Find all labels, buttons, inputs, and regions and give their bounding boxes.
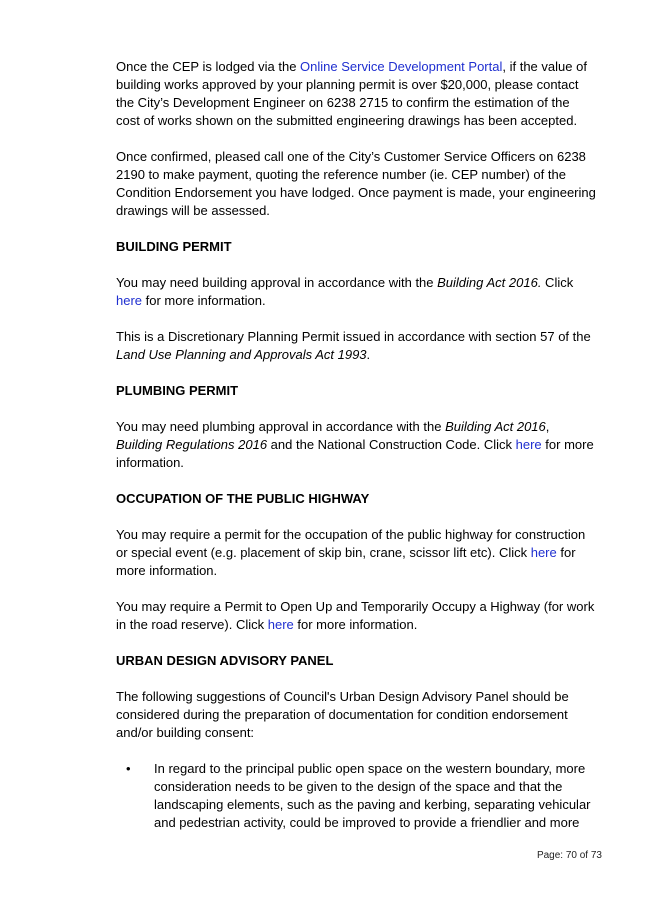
separator-text: , (545, 419, 550, 434)
cep-text-end: , if the value of building works approved by your planning permit is over $20,000, please contact the City’s Development Engineer on 6238 2715 to confirm the estimation of the cost of works shown on the submitted engineering drawings has been accepted. (116, 59, 587, 128)
more-info-text: for more information. (293, 617, 418, 632)
cep-text-start: Once the CEP is lodged via the (116, 59, 301, 74)
period-text: . (366, 347, 371, 362)
more-info-text: for more information. (116, 437, 594, 470)
open-up-highway-text: You may require a Permit to Open Up and Temporarily Occupy a Highway (for work in the road reserve). Click (116, 599, 595, 632)
building-act-title: Building Act 2016. (437, 275, 542, 290)
discretionary-permit-text: This is a Discretionary Planning Permit issued in accordance with section 57 of the (116, 329, 591, 344)
click-text: Click (541, 275, 574, 290)
plumbing-permit-text: You may need plumbing approval in accordance with the (116, 419, 446, 434)
building-regulations-title: Building Regulations 2016 (116, 437, 268, 452)
plumbing-permit-paragraph (116, 418, 596, 472)
online-service-development-portal-link[interactable]: Online Service Development Portal (300, 59, 503, 74)
building-act-title: Building Act 2016 (445, 419, 546, 434)
plumbing-permit-heading: PLUMBING PERMIT (116, 383, 239, 398)
open-up-highway-paragraph (116, 598, 596, 634)
highway-occupation-paragraph (116, 526, 596, 580)
building-permit-here-link[interactable]: here (116, 293, 143, 308)
building-permit-text: You may need building approval in accordance with the (116, 275, 438, 290)
highway-occupation-text: You may require a permit for the occupation of the public highway for construction or special event (e.g. placement of skip bin, crane, scissor lift etc). Click (116, 527, 586, 560)
building-permit-paragraph (116, 274, 596, 310)
ncc-text: and the National Construction Code. Click (267, 437, 516, 452)
urban-design-heading: URBAN DESIGN ADVISORY PANEL (116, 653, 334, 668)
highway-occupation-here-link[interactable]: here (530, 545, 557, 560)
page-number: Page: 70 of 73 (536, 850, 602, 861)
open-up-highway-here-link[interactable]: here (267, 617, 294, 632)
plumbing-permit-here-link[interactable]: here (515, 437, 542, 452)
discretionary-permit-paragraph (116, 328, 596, 364)
urban-design-intro: The following suggestions of Council's Urban Design Advisory Panel should be considered during the preparation of documentation for condition endorsement and/or building consent: (116, 689, 569, 740)
building-permit-heading: BUILDING PERMIT (116, 239, 232, 254)
cep-paragraph (116, 58, 596, 130)
more-info-text: for more information. (116, 545, 576, 578)
bullet-text: In regard to the principal public open space on the western boundary, more consideration needs to be given to the design of the space and that the landscaping elements, such as the paving and kerbing, separating vehicular and pedestrian activity, could be improved to provide a friendlier and more (154, 761, 591, 830)
bullet-icon: • (126, 761, 131, 776)
page-content (116, 58, 596, 850)
payment-paragraph: Once confirmed, pleased call one of the City’s Customer Service Officers on 6238 2190 to make payment, quoting the reference number (ie. CEP number) of the Condition Endorsement you have lodged. Once payment is made, your engineering drawings will be assessed. (116, 149, 596, 218)
list-item (116, 760, 596, 832)
lupaa-act-title: Land Use Planning and Approvals Act 1993 (116, 347, 367, 362)
more-info-text: for more information. (142, 293, 266, 308)
public-highway-heading: OCCUPATION OF THE PUBLIC HIGHWAY (116, 491, 370, 506)
